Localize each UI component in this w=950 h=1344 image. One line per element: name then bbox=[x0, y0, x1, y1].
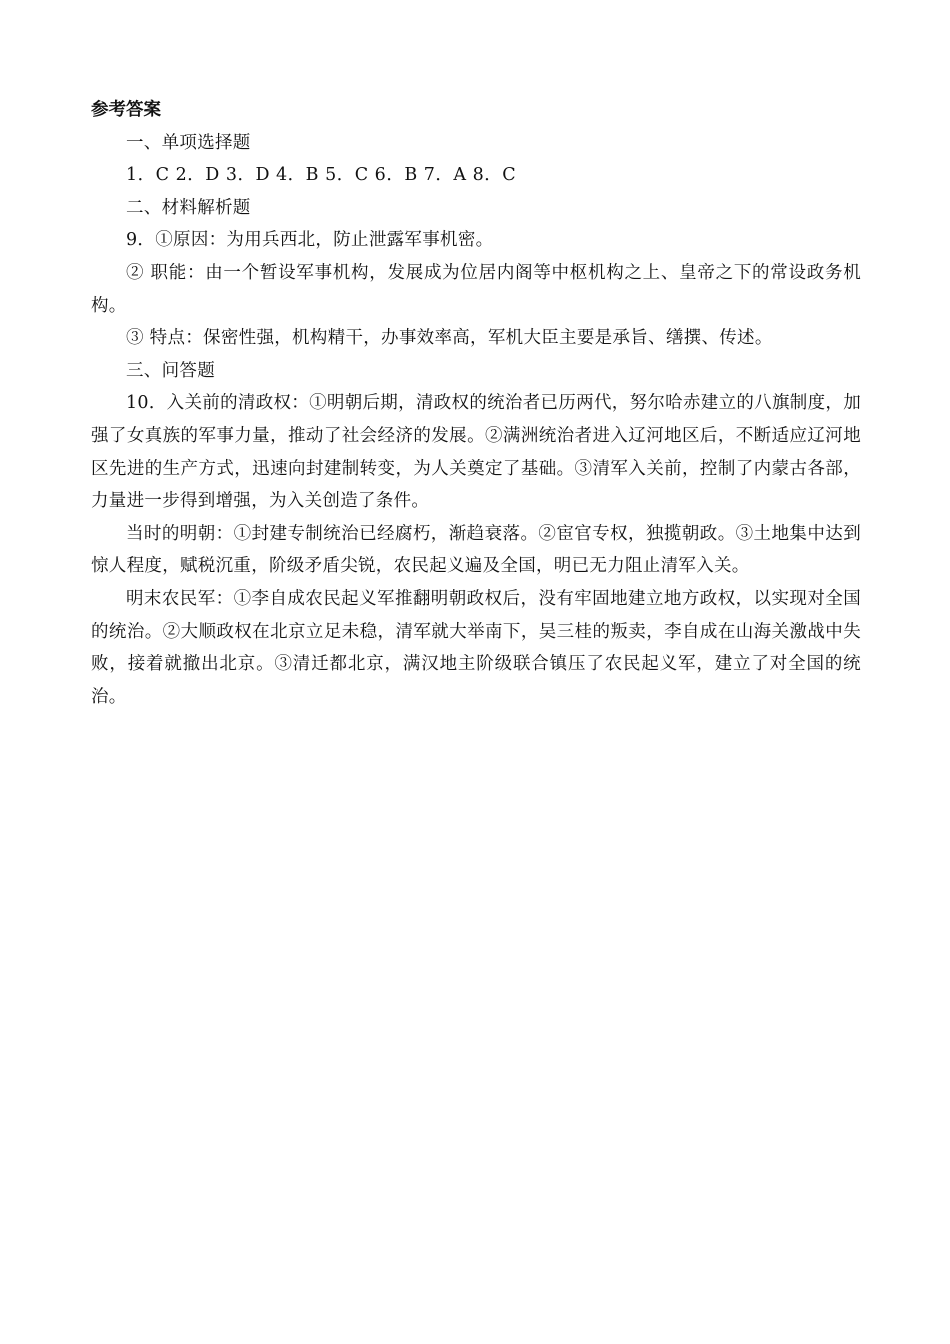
q10-qing-regime: 10．入关前的清政权：①明朝后期，清政权的统治者已历两代，努尔哈赤建立的八旗制度，加强了女真族的军事力量，推动了社会经济的发展。②满洲统治者进入辽河地区后，不断适应辽河地区先进的生产方式，迅速向封建制转变，为人关奠定了基础。③清军入关前，控制了内蒙古各部，力量进一步得到增强，为入关创造了条件。 bbox=[91, 393, 861, 512]
q10-ming-dynasty: 当时的明朝：①封建专制统治已经腐朽，渐趋衰落。②宦官专权，独揽朝政。③土地集中达到惊人程度，赋税沉重，阶级矛盾尖锐，农民起义遍及全国，明已无力阻止清军入关。 bbox=[91, 523, 861, 577]
q9-features: ③ 特点：保密性强，机构精干，办事效率高，军机大臣主要是承旨、缮撰、传述。 bbox=[126, 328, 773, 349]
document-title: 参考答案 bbox=[91, 100, 161, 120]
section-heading-essay: 三、问答题 bbox=[126, 360, 215, 381]
q9-reason: 9．①原因：为用兵西北，防止泄露军事机密。 bbox=[126, 230, 494, 251]
q9-function: ② 职能：由一个暂设军事机构，发展成为位居内阁等中枢机构之上、皇帝之下的常设政务机构。 bbox=[91, 262, 861, 316]
q10-peasant-army: 明末农民军：①李自成农民起义军推翻明朝政权后，没有牢固地建立地方政权，以实现对全国的统治。②大顺政权在北京立足未稳，清军就大举南下，吴三桂的叛卖，李自成在山海关激战中失败，接着就撤出北京。③清迁都北京，满汉地主阶级联合镇压了农民起义军，建立了对全国的统治。 bbox=[91, 588, 861, 707]
section-heading-multiple-choice: 一、单项选择题 bbox=[126, 132, 251, 153]
multiple-choice-answers: 1．C 2．D 3．D 4．B 5．C 6．B 7．A 8．C bbox=[126, 165, 517, 186]
answer-content bbox=[91, 94, 861, 713]
section-heading-material-analysis: 二、材料解析题 bbox=[126, 197, 251, 218]
